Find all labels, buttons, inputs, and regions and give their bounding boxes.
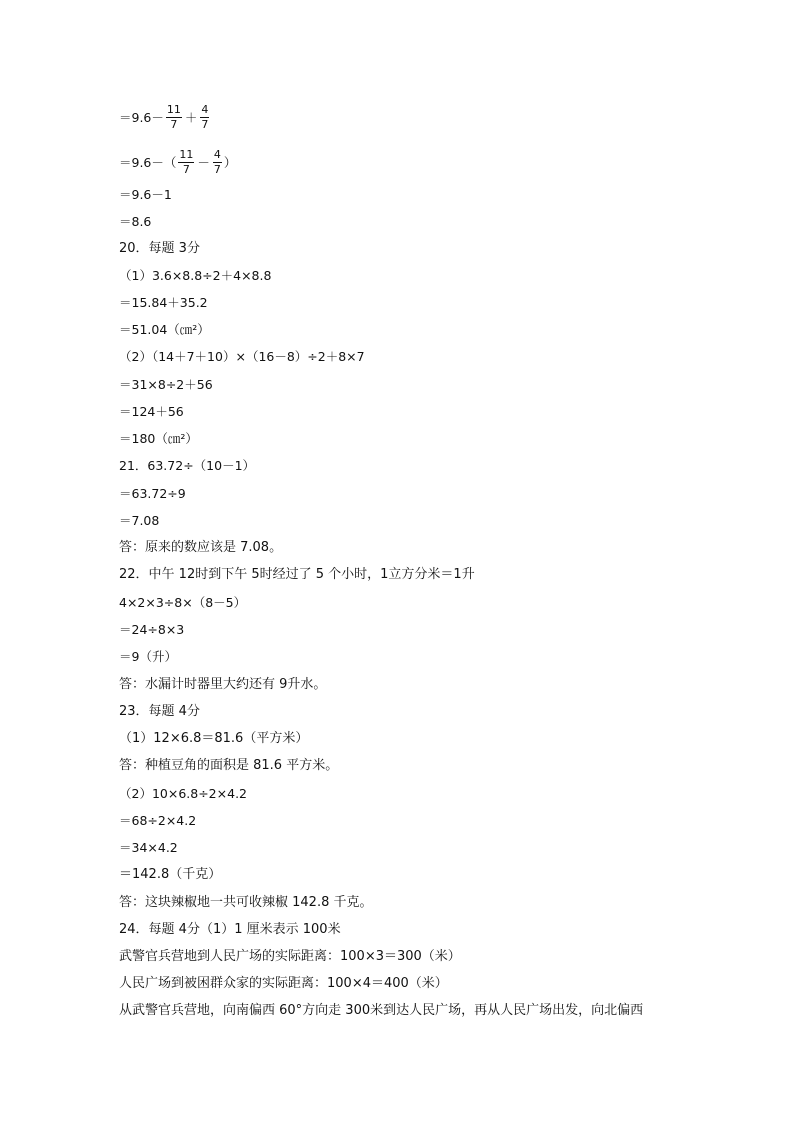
answer-line-23b: 答：这块辣椒地一共可收辣椒 142.8 千克。 bbox=[119, 895, 373, 910]
equation-line-28: ＝142.8（千克） bbox=[119, 867, 222, 882]
equation-line-23: （1）12×6.8＝81.6（平方米） bbox=[119, 731, 309, 746]
equation-line-20: ＝9（升） bbox=[119, 649, 177, 664]
expression-text: ） bbox=[223, 154, 237, 170]
equation-line-14: ＝63.72÷9 bbox=[119, 486, 186, 501]
equation-line-11: ＝124＋56 bbox=[119, 404, 184, 419]
distance-line-1: 武警官兵营地到人民广场的实际距离：100×3＝300（米） bbox=[119, 949, 461, 964]
fraction-denominator: 7 bbox=[213, 163, 221, 176]
fraction bbox=[178, 149, 194, 176]
equation-line-6: （1）3.6×8.8÷2＋4×8.8 bbox=[119, 268, 272, 283]
answer-line-22: 答：水漏计时器里大约还有 9升水。 bbox=[119, 677, 327, 692]
equation-line-1 bbox=[119, 104, 211, 131]
fraction-numerator: 4 bbox=[201, 103, 209, 116]
equation-line-8: ＝51.04（㎝²） bbox=[119, 322, 210, 337]
operator: － bbox=[197, 154, 210, 170]
fraction-numerator: 11 bbox=[166, 103, 181, 116]
equation-line-4: ＝8.6 bbox=[119, 214, 152, 229]
fraction-numerator: 11 bbox=[179, 148, 194, 161]
equation-line-7: ＝15.84＋35.2 bbox=[119, 295, 208, 310]
direction-line: 从武警官兵营地，向南偏西 60°方向走 300米到达人民广场，再从人民广场出发，向北偏西 bbox=[119, 1003, 644, 1018]
equation-line-9: （2）（14＋7＋10）×（16－8）÷2＋8×7 bbox=[119, 349, 365, 364]
equation-line-27: ＝34×4.2 bbox=[119, 840, 178, 855]
equation-line-25: （2）10×6.8÷2×4.2 bbox=[119, 786, 247, 801]
fraction bbox=[166, 104, 182, 131]
fraction-numerator: 4 bbox=[213, 148, 221, 161]
expression-text: ＝9.6－（ bbox=[119, 154, 177, 170]
fraction-denominator: 7 bbox=[182, 163, 190, 176]
question-heading-23: 23．每题 4分 bbox=[119, 704, 200, 719]
equation-line-3: ＝9.6－1 bbox=[119, 187, 172, 202]
answer-line-21: 答：原来的数应该是 7.08。 bbox=[119, 540, 283, 555]
answer-line-23a: 答：种植豆角的面积是 81.6 平方米。 bbox=[119, 758, 339, 773]
equation-line-26: ＝68÷2×4.2 bbox=[119, 813, 197, 828]
equation-line-18: 4×2×3÷8×（8－5） bbox=[119, 595, 247, 610]
question-heading-20: 20．每题 3分 bbox=[119, 241, 200, 256]
question-heading-21: 21．63.72÷（10－1） bbox=[119, 458, 256, 473]
distance-line-2: 人民广场到被困群众家的实际距离：100×4＝400（米） bbox=[119, 976, 448, 991]
fraction-denominator: 7 bbox=[170, 118, 178, 131]
question-heading-24: 24．每题 4分（1）1 厘米表示 100米 bbox=[119, 922, 341, 937]
equation-line-2 bbox=[119, 149, 236, 176]
expression-text: ＝9.6－ bbox=[119, 109, 164, 125]
fraction-denominator: 7 bbox=[201, 118, 209, 131]
equation-line-19: ＝24÷8×3 bbox=[119, 622, 185, 637]
equation-line-10: ＝31×8÷2＋56 bbox=[119, 377, 213, 392]
equation-line-15: ＝7.08 bbox=[119, 513, 160, 528]
operator: ＋ bbox=[184, 109, 198, 125]
fraction bbox=[213, 149, 222, 176]
question-heading-22: 22．中午 12时到下午 5时经过了 5 个小时，1立方分米＝1升 bbox=[119, 567, 475, 582]
equation-line-12: ＝180（㎝²） bbox=[119, 431, 198, 446]
fraction bbox=[200, 104, 209, 131]
